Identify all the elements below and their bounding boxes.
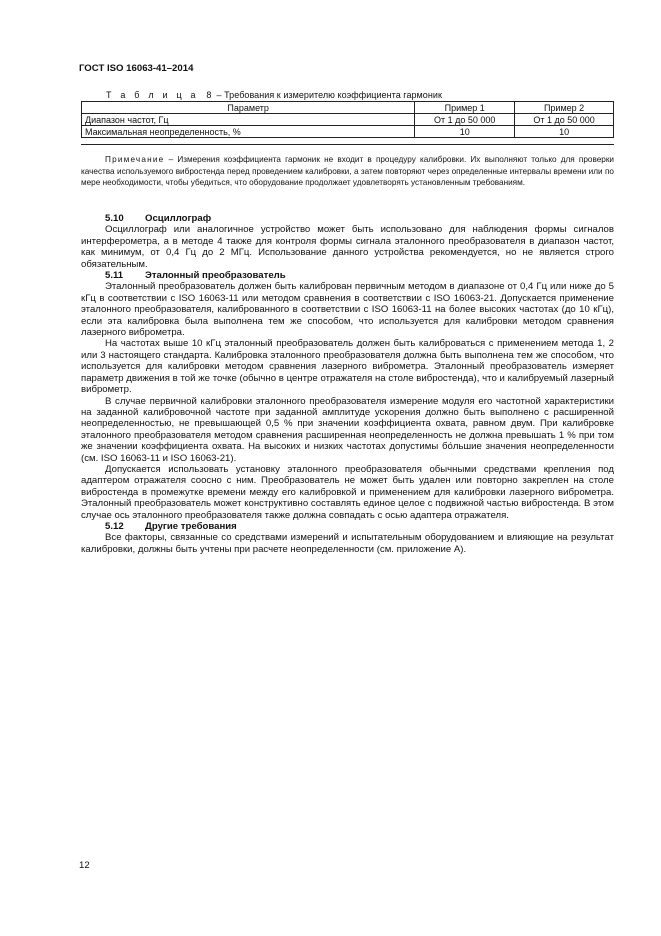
section-title: Другие требования xyxy=(145,520,237,532)
table-row xyxy=(82,126,614,138)
paragraph: Эталонный преобразователь должен быть калиброван первичным методом в диапазоне от 0,4 Гц или ниже до 5 кГц в соответствии с ISO 16063-11 или методом сравнения в соответствии с ISO 16063-21. Допускается применение эталонного преобразователя, калиброванного в соответствии с ISO 16063-11 на более высоких частотах (до 10 кГц), если эта калибровка была выполнена тем же способом, что используется для калибровки методом сравнения лазерного виброметра. xyxy=(81,281,614,339)
table-cell: От 1 до 50 000 xyxy=(415,114,515,126)
table-caption-text: – Требования к измерителю коэффициента гармоник xyxy=(216,90,442,100)
paragraph: На частотах выше 10 кГц эталонный преобразователь должен быть калиброваться с применением метода 1, 2 или 3 настоящего стандарта. Калибровка эталонного преобразователя должна быть выполнена тем же способом, что используется для калибровки методом сравнения лазерного виброметра. Эталонный преобразователь измеряет параметр движения в той же точке (обычно в центре отражателя на столе вибростенда), что и калибруемый лазерный виброметр. xyxy=(81,338,614,396)
section-heading-5-12 xyxy=(81,521,614,532)
section-heading-5-10 xyxy=(81,213,614,224)
table-caption-number: 8 xyxy=(206,90,212,100)
table-cell: 10 xyxy=(415,126,515,138)
requirements-table xyxy=(81,101,614,138)
note-label: Примечание xyxy=(105,155,165,164)
table-cell: Максимальная неопределенность, % xyxy=(82,126,415,138)
table-cell: 10 xyxy=(515,126,614,138)
table-cell: Диапазон частот, Гц xyxy=(82,114,415,126)
table-caption xyxy=(106,90,442,100)
section-title: Осциллограф xyxy=(145,213,212,224)
table-cell: От 1 до 50 000 xyxy=(515,114,614,126)
table-header-cell: Пример 1 xyxy=(415,102,515,114)
section-number: 5.10 xyxy=(105,213,124,224)
table-header-cell: Параметр xyxy=(82,102,415,114)
section-number: 5.12 xyxy=(105,520,124,532)
section-title: Эталонный преобразователь xyxy=(145,270,286,282)
paragraph: Все факторы, связанные со средствами измерений и испытательным оборудованием и влияющие на результат калибровки, должны быть учтены при расчете неопределенности (см. приложение А). xyxy=(81,532,614,555)
paragraph: В случае первичной калибровки эталонного преобразователя измерение модуля его частотной характеристики на заданной калибровочной частоте при заданной амплитуде ускорения должно быть выполнено с расширенной неопределенностью, не превышающей 0,5 % при значении коэффициента охвата, равном двум. При калибровке эталонного преобразователя методом сравнения расширенная неопределенность не должна превышать 1 % при том же значении коэффициента охвата. На высоких и низких частотах допустимы бо́льшие значения неопределенности (см. ISO 16063-11 и ISO 16063-21). xyxy=(81,395,614,464)
table-bottom-rule xyxy=(81,144,614,145)
paragraph: Осциллограф или аналогичное устройство может быть использовано для наблюдения формы сигналов интерферометра, а в методе 4 также для контроля формы сигнала эталонного преобразователя в диапазон частот, как минимум, от 0,4 Гц до 2 МГц. Использование данного устройства рекомендуется, но не является строго обязательным. xyxy=(81,224,614,270)
table-row xyxy=(82,114,614,126)
body-text xyxy=(81,213,614,555)
section-heading-5-11 xyxy=(81,270,614,281)
table-header-row xyxy=(82,102,614,114)
document-header: ГОСТ ISO 16063-41–2014 xyxy=(79,63,194,74)
table-caption-label: Т а б л и ц а xyxy=(106,90,199,100)
note-text: – Измерения коэффициента гармоник не входит в процедуру калибровки. Их выполняют только для проверки качества используемого вибростенда перед проведением калибровки, а затем повторяют через определенные интервалы времени или по мере необходимости, чтобы убедиться, что оборудование продолжает удовлетворять установленным требованиям. xyxy=(81,155,614,187)
section-number: 5.11 xyxy=(105,270,124,282)
page-number: 12 xyxy=(79,860,90,871)
table-header-cell: Пример 2 xyxy=(515,102,614,114)
table-note xyxy=(81,154,614,189)
paragraph: Допускается использовать установку эталонного преобразователя обычными средствами крепления под адаптером отражателя соосно с ним. Преобразователь не может быть удален или повторно закреплен на столе вибростенда в промежутке времени между его калибровкой и применением для калибровки лазерного виброметра. Эталонный преобразователь может конструктивно составлять единое целое с подвижной частью вибростенда. В этом случае ось эталонного преобразователя также должна совпадать с осью адаптера отражателя. xyxy=(81,463,614,521)
